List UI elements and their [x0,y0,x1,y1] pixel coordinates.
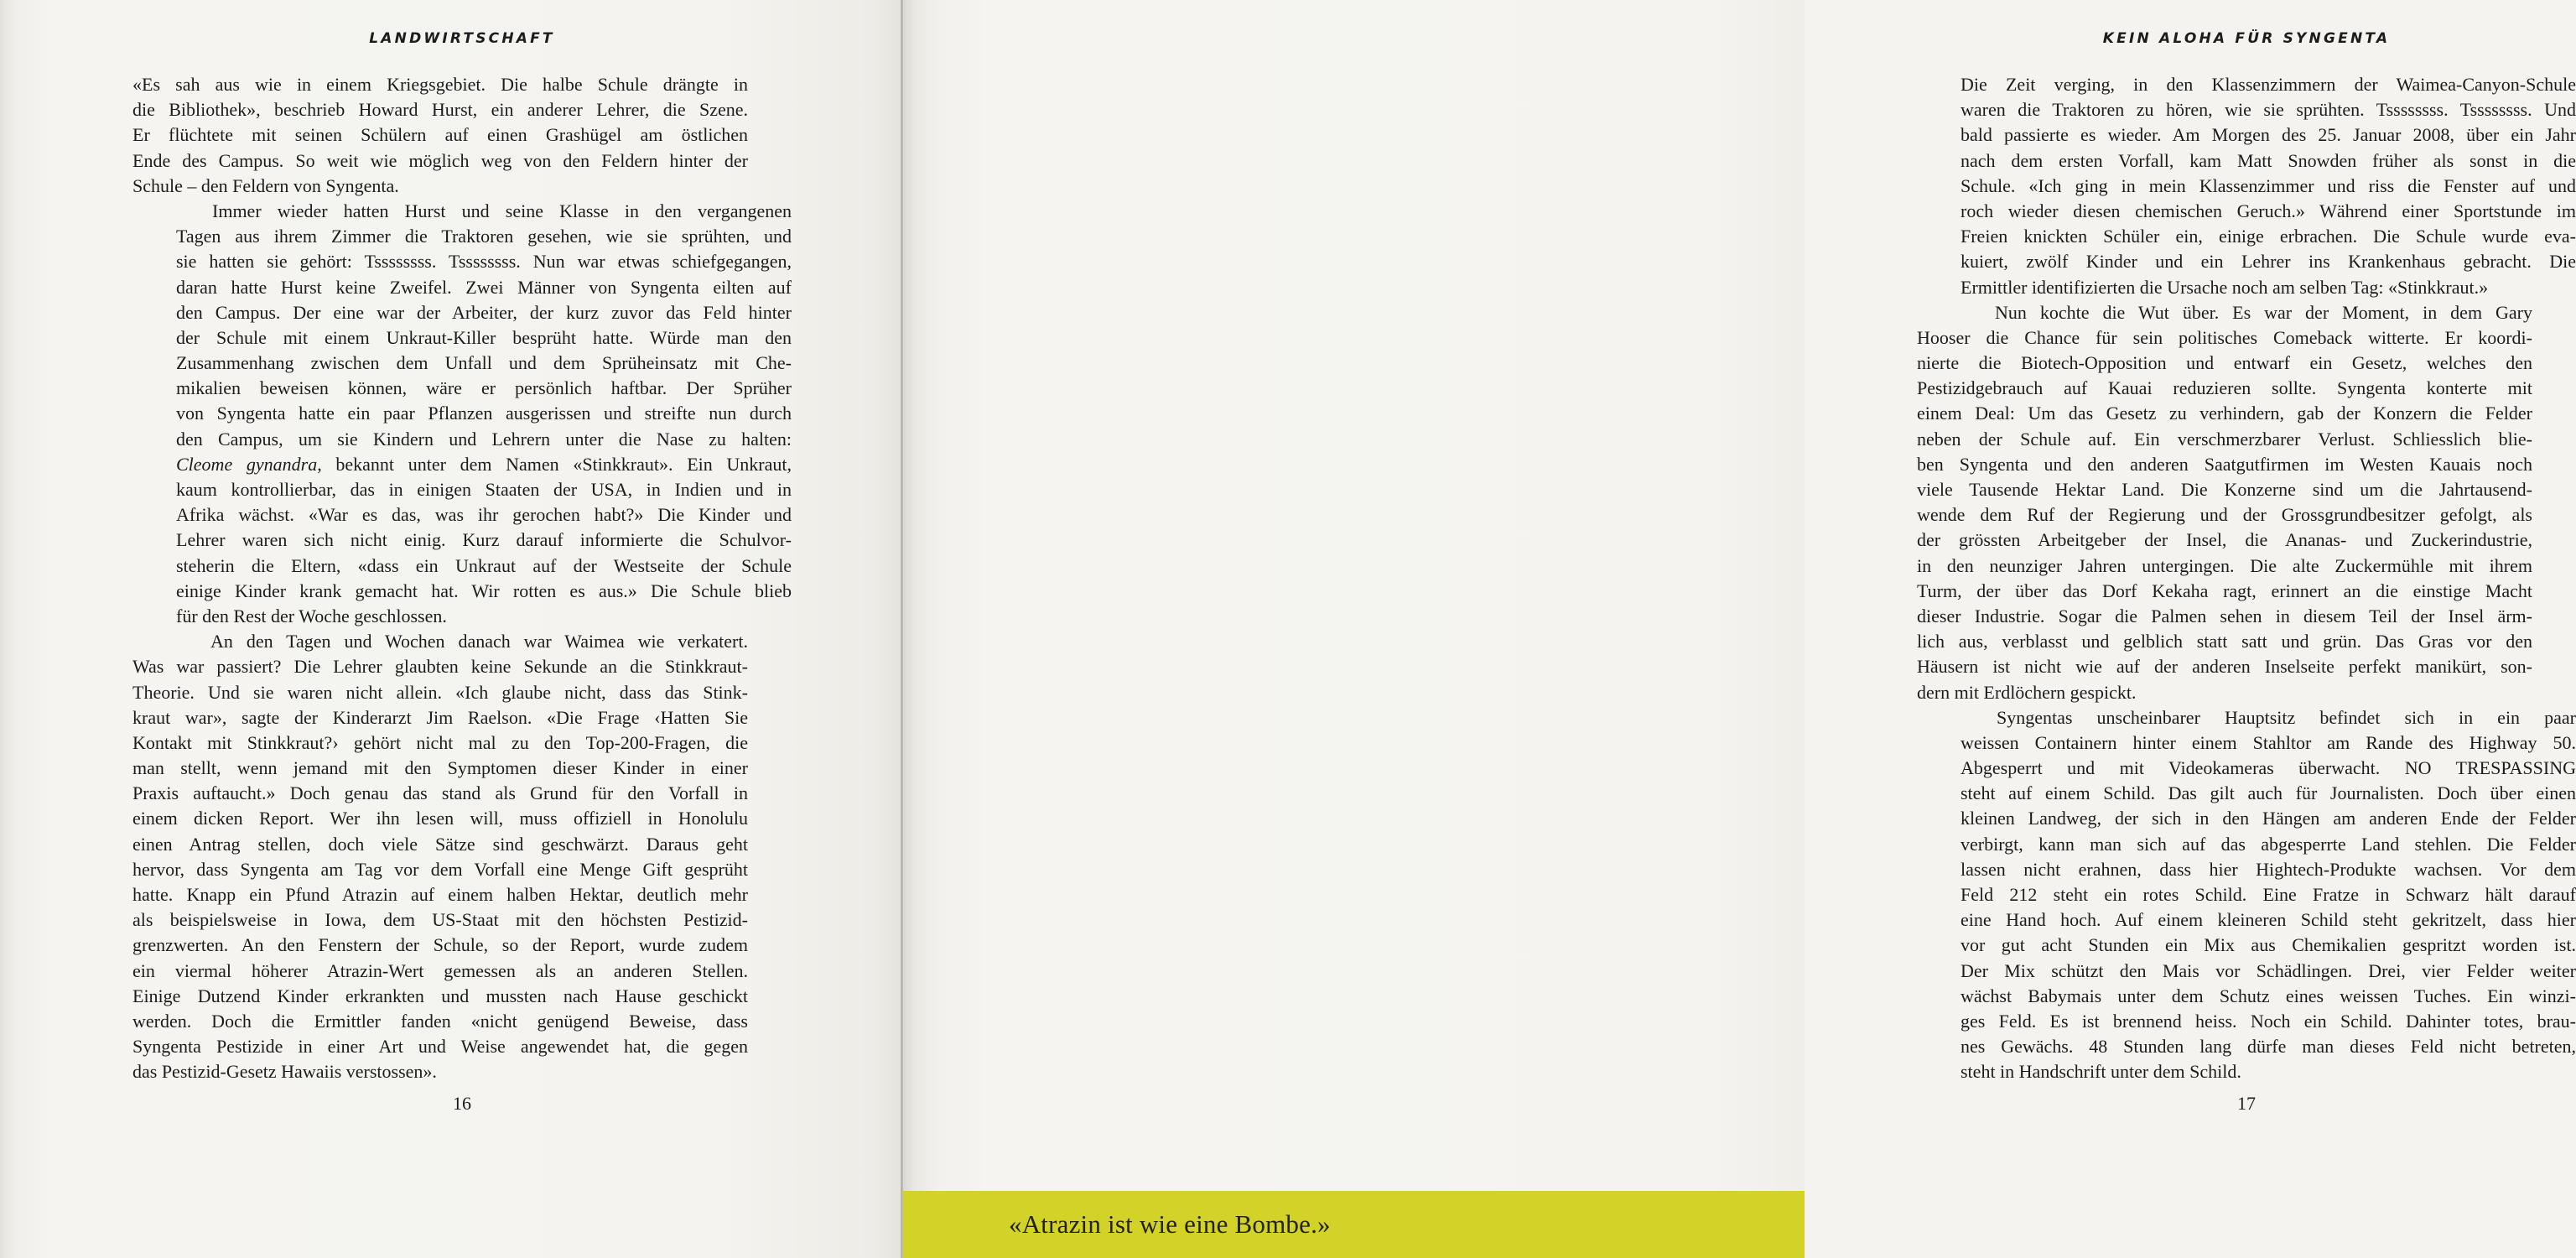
page-right [902,0,2576,1258]
pull-quote-banner [902,1191,1805,1258]
body-line: kleinen Landweg, der sich in den Hängen am anderen Ende der Felder [1961,808,2576,829]
body-line: Syngentas unscheinbarer Hauptsitz befindet sich in ein paar [1997,706,2576,728]
body-line: sie hatten sie gehört: Tssssssss. Tssssssss. Nun war etwas schiefgegangen, [176,251,792,273]
body-line: der grössten Arbeitgeber der Insel, die Ananas- und Zuckerindustrie, [1917,529,2532,551]
body-line: Er flüchtete mit seinen Schülern auf einen Grashügel am östlichen [132,124,748,146]
body-line: roch wieder diesen chemischen Geruch.» Während einer Sportstunde im [1961,200,2576,221]
body-text-right [1917,72,2576,1085]
body-line: vor gut acht Stunden ein Mix aus Chemikalien gespritzt worden ist. [1961,934,2576,956]
page-number-right: 17 [2237,1093,2256,1114]
body-text-left [132,72,792,1085]
body-line: Ermittler identifizierten die Ursache noch am selben Tag: «Stinkkraut.» [1961,276,2489,298]
body-line: verbirgt, kann man sich auf das abgesperrte Land stehlen. Die Felder [1961,833,2576,855]
body-line: kuiert, zwölf Kinder und ein Lehrer ins Krankenhaus gebracht. Die [1961,251,2576,273]
body-line: Pestizidgebrauch auf Kauai reduzieren sollte. Syngenta konterte mit [1917,377,2532,399]
body-line: steht auf einem Schild. Das gilt auch für Journalisten. Doch über einen [1961,782,2576,804]
paragraph [132,72,748,199]
body-line: An den Tagen und Wochen danach war Waimea wie verkatert. [210,631,748,652]
paragraph [1917,300,2532,705]
page-right-column [1917,0,2576,1258]
body-line: Freien knickten Schüler ein, einige erbrachen. Die Schule wurde eva- [1961,226,2576,247]
body-line: ges Feld. Es ist brennend heiss. Noch ein Schild. Dahinter totes, brau- [1961,1010,2576,1032]
body-line: den Campus, um sie Kindern und Lehrern unter die Nase zu halten: [176,428,792,450]
body-line: der Schule mit einem Unkraut-Killer besprüht hatte. Würde man den [176,326,792,348]
body-line: hervor, dass Syngenta am Tag vor dem Vorfall eine Menge Gift gesprüht [132,858,748,880]
body-line: ein viermal höherer Atrazin-Wert gemessen als an anderen Stellen. [132,959,748,981]
page-number-left: 16 [453,1093,471,1114]
body-line: Hooser die Chance für sein politisches Comeback witterte. Er koordi- [1917,326,2532,348]
body-line: in den neunziger Jahren untergingen. Die alte Zuckermühle mit ihrem [1917,554,2532,576]
body-line: als beispielsweise in Iowa, dem US-Staat mit den höchsten Pestizid- [132,909,748,931]
body-line: Einige Dutzend Kinder erkrankten und mussten nach Hause geschickt [132,985,748,1006]
body-line: bald passierte es wieder. Am Morgen des 25. Januar 2008, über ein Jahr [1961,124,2576,146]
body-line: Zusammenhang zwischen dem Unfall und dem Sprüheinsatz mit Che- [176,352,792,374]
body-line: viele Tausende Hektar Land. Die Konzerne sind um die Jahrtausend- [1917,479,2532,500]
body-line: ben Syngenta und den anderen Saatgutfirmen im Westen Kauais noch [1917,453,2532,475]
body-line: dern mit Erdlöchern gespickt. [1917,681,2137,703]
body-line: waren die Traktoren zu hören, wie sie sprühten. Tssssssss. Tssssssss. Und [1961,99,2576,121]
body-line: Afrika wächst. «War es das, was ihr gerochen habt?» Die Kinder und [176,504,792,526]
paragraph [176,199,792,629]
body-line: die Bibliothek», beschrieb Howard Hurst, ein anderer Lehrer, die Szene. [132,99,748,121]
body-line: steht in Handschrift unter dem Schild. [1961,1061,2241,1083]
page-left [0,0,902,1258]
body-line: man stellt, wenn jemand mit den Symptomen dieser Kinder in einer [132,757,748,779]
body-line: einem dicken Report. Wer ihn lesen will, muss offiziell in Honolulu [132,808,748,829]
body-line: von Syngenta hatte ein paar Pflanzen ausgerissen und streifte nun durch [176,403,792,424]
running-head-left: LANDWIRTSCHAFT [369,30,555,47]
body-line: einem Deal: Um das Gesetz zu verhindern, gab der Konzern die Felder [1917,403,2532,424]
body-line: nach dem ersten Vorfall, kam Matt Snowden früher als sonst in die [1961,149,2576,171]
body-line: mikalien beweisen können, wäre er persönlich haftbar. Der Sprüher [176,377,792,399]
body-line: Abgesperrt und mit Videokameras überwacht. NO TRESPASSING [1961,757,2576,779]
body-line: neben der Schule auf. Ein verschmerzbarer Verlust. Schliesslich blie- [1917,428,2532,450]
body-line: Theorie. Und sie waren nicht allein. «Ich glaube nicht, dass das Stink- [132,681,748,703]
body-line: Tagen aus ihrem Zimmer die Traktoren gesehen, wie sie sprühten, und [176,226,792,247]
body-line: eine Hand hoch. Auf einem kleineren Schild steht gekritzelt, dass hier [1961,909,2576,931]
body-line: das Pestizid-Gesetz Hawaiis verstossen». [132,1061,437,1083]
body-line: lich aus, verblasst und gelblich statt satt und grün. Das Gras vor den [1917,631,2532,652]
body-line: Nun kochte die Wut über. Es war der Moment, in dem Gary [1995,301,2532,323]
body-line: weissen Containern hinter einem Stahltor am Rande des Highway 50. [1961,731,2576,753]
body-line: werden. Doch die Ermittler fanden «nicht genügend Beweise, dass [132,1010,748,1032]
body-line: Lehrer waren sich nicht einig. Kurz darauf informierte die Schulvor- [176,529,792,551]
body-line: Syngenta Pestizide in einer Art und Weise angewendet hat, die gegen [132,1036,748,1058]
body-line: für den Rest der Woche geschlossen. [176,605,447,626]
body-line: den Campus. Der eine war der Arbeiter, der kurz zuvor das Feld hinter [176,301,792,323]
body-line: hatte. Knapp ein Pfund Atrazin auf einem halben Hektar, deutlich mehr [132,884,748,905]
body-line: Was war passiert? Die Lehrer glaubten keine Sekunde an die Stinkkraut- [132,656,748,678]
gutter-fold-line [901,0,903,1258]
body-line: Kontakt mit Stinkkraut?› gehört nicht mal zu den Top-200-Fragen, die [132,731,748,753]
body-line: Immer wieder hatten Hurst und seine Klasse in den vergangenen [212,200,792,221]
body-line: Häusern ist nicht wie auf der anderen Inselseite perfekt manikürt, son- [1917,656,2532,678]
paragraph [1961,72,2576,300]
body-line: wächst Babymais unter dem Schutz eines weissen Tuches. Ein winzi- [1961,985,2576,1006]
body-line: daran hatte Hurst keine Zweifel. Zwei Männer von Syngenta eilten auf [176,276,792,298]
body-line: grenzwerten. An den Fenstern der Schule, so der Report, wurde zudem [132,934,748,956]
body-line: Der Mix schützt den Mais vor Schädlingen. Drei, vier Felder weiter [1961,959,2576,981]
body-line: Praxis auftaucht.» Doch genau das stand als Grund für den Vorfall in [132,782,748,804]
body-line: Cleome gynandra, bekannt unter dem Namen «Stinkkraut». Ein Unkraut, [176,453,792,475]
body-line: dieser Industrie. Sogar die Palmen sehen in diesem Teil der Insel ärm- [1917,605,2532,626]
body-line: lassen nicht erahnen, dass hier Hightech-Produkte wachsen. Vor dem [1961,858,2576,880]
body-line: wende dem Ruf der Regierung und der Grossgrundbesitzer gefolgt, als [1917,504,2532,526]
body-line: nes Gewächs. 48 Stunden lang dürfe man dieses Feld nicht betreten, [1961,1036,2576,1058]
paragraph [132,629,748,1084]
body-line: kaum kontrollierbar, das in einigen Staaten der USA, in Indien und in [176,479,792,500]
body-line: steherin die Eltern, «dass ein Unkraut auf der Westseite der Schule [176,554,792,576]
body-line: Ende des Campus. So weit wie möglich weg von den Feldern hinter der [132,149,748,171]
body-line: einige Kinder krank gemacht hat. Wir rotten es aus.» Die Schule blieb [176,580,792,601]
running-head-right: KEIN ALOHA FÜR SYNGENTA [2102,30,2391,47]
body-line: Schule. «Ich ging in mein Klassenzimmer und riss die Fenster auf und [1961,174,2576,196]
body-line: nierte die Biotech-Opposition und entwarf ein Gesetz, welches den [1917,352,2532,374]
body-line: Turm, der über das Dorf Kekaha ragt, erinnert an die einstige Macht [1917,580,2532,601]
body-line: kraut war», sagte der Kinderarzt Jim Raelson. «Die Frage ‹Hatten Sie [132,706,748,728]
paragraph [1961,705,2576,1085]
pull-quote-text: «Atrazin ist wie eine Bombe.» [1009,1209,1331,1239]
body-line: Feld 212 steht ein rotes Schild. Eine Fratze in Schwarz hält darauf [1961,884,2576,905]
body-line: Die Zeit verging, in den Klassenzimmern der Waimea-Canyon-Schule [1961,74,2576,95]
body-line: einen Antrag stellen, doch viele Sätze sind geschwärzt. Daraus geht [132,833,748,855]
body-line: Schule – den Feldern von Syngenta. [132,174,399,196]
page-left-column [132,0,792,1258]
body-line: «Es sah aus wie in einem Kriegsgebiet. Die halbe Schule drängte in [132,74,748,95]
